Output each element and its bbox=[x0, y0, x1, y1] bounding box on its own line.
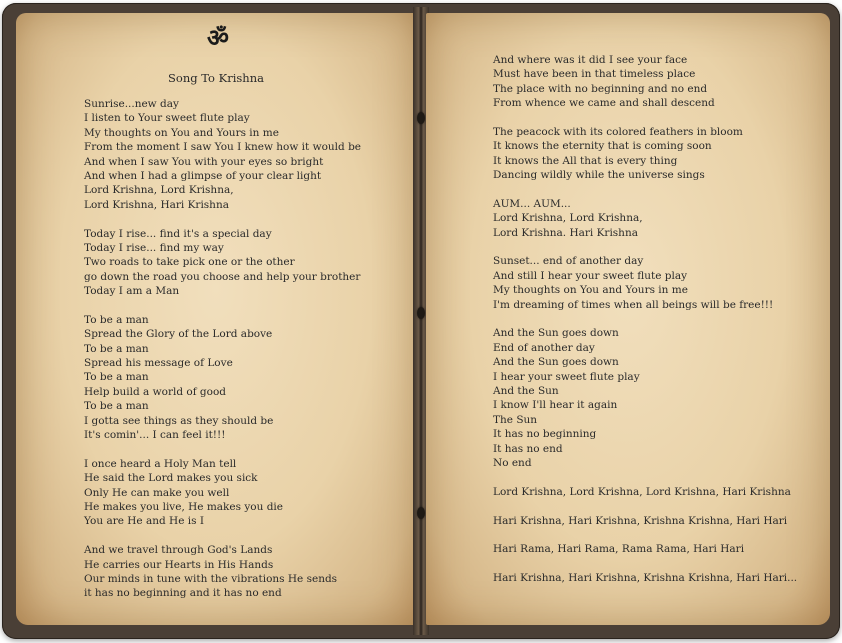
poem-line: Lord Krishna, Lord Krishna, bbox=[493, 212, 643, 225]
spine-stitch bbox=[417, 307, 425, 319]
poem-line: Lord Krishna, Lord Krishna, Lord Krishna, Hari Krishna bbox=[493, 485, 791, 498]
right-page bbox=[426, 13, 830, 625]
poem-line: End of another day bbox=[493, 341, 595, 354]
poem-line: The place with no beginning and no end bbox=[493, 82, 708, 95]
poem-line: To be a man bbox=[84, 400, 149, 413]
poem-line: Two roads to take pick one or the other bbox=[84, 256, 295, 269]
poem-line bbox=[84, 442, 361, 456]
poem-line: And still I hear your sweet flute play bbox=[493, 269, 688, 282]
poem-line: Dancing wildly while the universe sings bbox=[493, 169, 705, 182]
poem-line: My thoughts on You and Yours in me bbox=[493, 284, 688, 297]
poem-line: And the Sun goes down bbox=[493, 327, 619, 340]
poem-line bbox=[493, 528, 797, 542]
poem-line: And when I had a glimpse of your clear light bbox=[84, 169, 322, 182]
poem-line: I hear your sweet flute play bbox=[493, 370, 640, 383]
poem-line: The peacock with its colored feathers in bloom bbox=[493, 125, 743, 138]
poem-line: Lord Krishna, Lord Krishna, bbox=[84, 184, 234, 197]
poem-line bbox=[493, 111, 797, 125]
poem-line: Only He can make you well bbox=[84, 486, 230, 499]
poem-line: Hari Krishna, Hari Krishna, Krishna Krishna, Hari Hari bbox=[493, 514, 788, 527]
poem-line bbox=[493, 183, 797, 197]
poem-line: To be a man bbox=[84, 342, 149, 355]
poem-line: I gotta see things as they should be bbox=[84, 414, 274, 427]
poem-line: From the moment I saw You I knew how it would be bbox=[84, 141, 362, 154]
poem-line bbox=[493, 240, 797, 254]
poem-line: It's comin'... I can feel it!!! bbox=[84, 428, 226, 441]
poem-line: I once heard a Holy Man tell bbox=[84, 457, 237, 470]
poem-line: go down the road you choose and help your brother bbox=[84, 270, 361, 283]
left-page bbox=[16, 13, 416, 625]
poem-line: Lord Krishna, Hari Krishna bbox=[84, 198, 229, 211]
om-symbol-icon: ॐ bbox=[207, 23, 229, 52]
poem-line: And the Sun bbox=[493, 384, 559, 397]
poem-line: No end bbox=[493, 456, 532, 469]
poem-line bbox=[84, 298, 361, 312]
page-title: Song To Krishna bbox=[168, 71, 264, 85]
poem-line bbox=[493, 312, 797, 326]
poem-line: It has no beginning bbox=[493, 428, 597, 441]
poem-line: Our minds in tune with the vibrations He sends bbox=[84, 572, 338, 585]
poem-line: It knows the eternity that is coming soon bbox=[493, 140, 712, 153]
poem-line: He carries our Hearts in His Hands bbox=[84, 558, 274, 571]
poem-line: My thoughts on You and Yours in me bbox=[84, 126, 279, 139]
poem-line: From whence we came and shall descend bbox=[493, 97, 715, 110]
poem-line: He said the Lord makes you sick bbox=[84, 472, 258, 485]
poem-line: He makes you live, He makes you die bbox=[84, 500, 283, 513]
poem-line bbox=[84, 529, 361, 543]
poem-line: Sunrise...new day bbox=[84, 98, 179, 110]
poem-line: Today I rise... find my way bbox=[84, 241, 224, 254]
poem-line bbox=[84, 212, 361, 226]
spine-stitch bbox=[417, 507, 425, 519]
poem-line bbox=[493, 470, 797, 484]
poem-line: The Sun bbox=[493, 413, 538, 426]
poem-line: Must have been in that timeless place bbox=[493, 68, 696, 81]
poem-line: You are He and He is I bbox=[84, 515, 205, 528]
poem-line: Hari Rama, Hari Rama, Rama Rama, Hari Hari bbox=[493, 543, 745, 556]
poem-line: And when I saw You with your eyes so bright bbox=[84, 155, 324, 168]
poem-line bbox=[493, 557, 797, 571]
poem-line: Today I rise... find it's a special day bbox=[84, 227, 272, 240]
poem-line: AUM... AUM... bbox=[493, 197, 571, 210]
poem-line: Hari Krishna, Hari Krishna, Krishna Krishna, Hari Hari... bbox=[493, 572, 798, 585]
poem-line: I know I'll hear it again bbox=[493, 399, 618, 412]
poem-line: It knows the All that is every thing bbox=[493, 154, 678, 167]
open-book bbox=[2, 3, 840, 639]
poem-line: And the Sun goes down bbox=[493, 356, 619, 369]
poem-line: Today I am a Man bbox=[84, 285, 180, 298]
poem-line: Lord Krishna. Hari Krishna bbox=[493, 226, 638, 239]
spine-stitch bbox=[417, 112, 425, 124]
right-poem-lines bbox=[493, 53, 797, 585]
poem-line: it has no beginning and it has no end bbox=[84, 587, 282, 600]
poem-line: And we travel through God's Lands bbox=[84, 544, 273, 557]
poem-line: I'm dreaming of times when all beings will be free!!! bbox=[493, 298, 774, 311]
poem-line: Spread the Glory of the Lord above bbox=[84, 328, 273, 341]
poem-line: To be a man bbox=[84, 371, 149, 384]
poem-line: Spread his message of Love bbox=[84, 357, 233, 370]
poem-line: To be a man bbox=[84, 313, 149, 326]
poem-line bbox=[493, 499, 797, 513]
poem-line: And where was it did I see your face bbox=[493, 54, 688, 66]
left-poem-lines bbox=[84, 97, 361, 601]
poem-line: Help build a world of good bbox=[84, 385, 227, 398]
poem-line: I listen to Your sweet flute play bbox=[84, 112, 250, 125]
poem-line: Sunset... end of another day bbox=[493, 255, 644, 268]
poem-line: It has no end bbox=[493, 442, 563, 455]
